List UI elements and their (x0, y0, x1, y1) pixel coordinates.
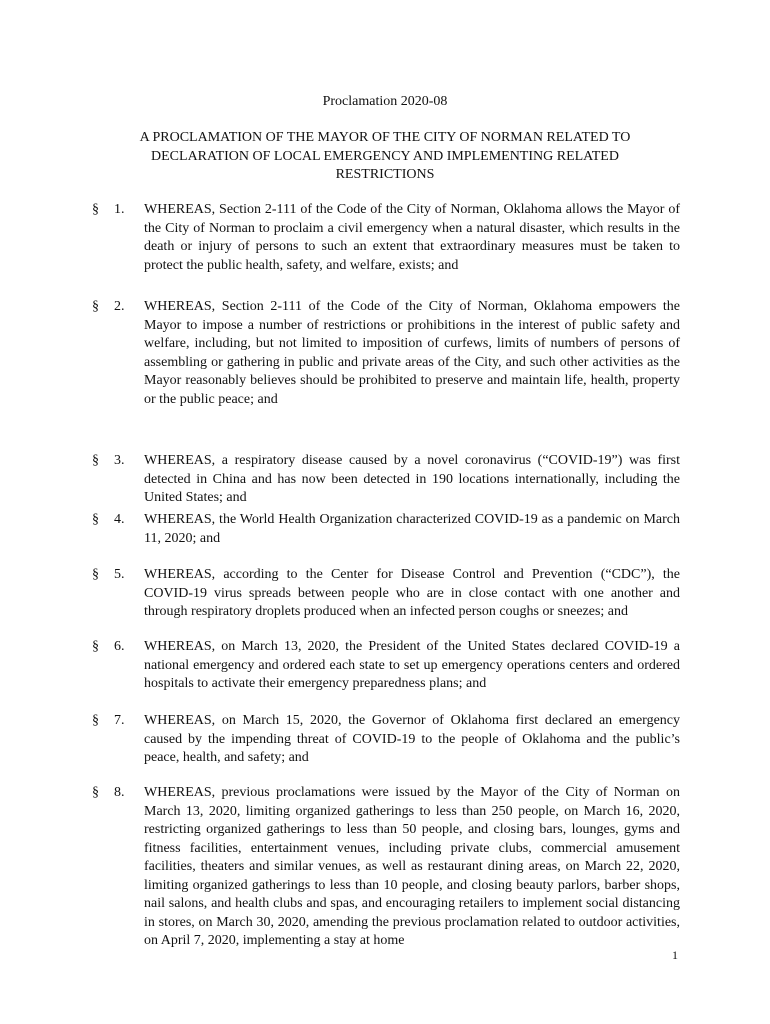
clause-text: WHEREAS, previous proclamations were issued by the Mayor of the City of Norman on March 13, 2020, limiting organized gatherings to less than 250 people, on March 16, 2020, restricting organized gatherings to less than 50 people, and closing bars, lounges, gyms and fitness facilities, entertainment venues, including private clubs, commercial amusement facilities, theaters and similar venues, as well as restaurant dining areas, on March 22, 2020, limiting organized gatherings to less than 10 people, and closing beauty parlors, barber shops, nail salons, and health clubs and spas, and encouraging retailers to implement social distancing in stores, on March 30, 2020, amending the previous proclamation related to outdoor activities, on April 7, 2020, implementing a stay at home (144, 785, 680, 948)
clause-number: 4. (114, 512, 125, 527)
section-symbol: § (92, 299, 99, 314)
clause-number: 7. (114, 713, 125, 728)
clause-list (0, 201, 770, 954)
clause-number: 2. (114, 299, 125, 314)
section-symbol: § (92, 453, 99, 468)
clause-text: WHEREAS, a respiratory disease caused by a novel coronavirus (“COVID-19”) was first detected in China and has now been detected in 190 locations internationally, including the United States; and (144, 453, 680, 505)
clause-number: 8. (114, 785, 125, 800)
page-number: 1 (672, 948, 678, 962)
clause-5 (0, 566, 770, 638)
clause-text: WHEREAS, Section 2-111 of the Code of the City of Norman, Oklahoma allows the Mayor of the City of Norman to proclaim a civil emergency when a natural disaster, which results in the death or injury of persons to such an extent that extraordinary measures must be taken to protect the public health, safety, and welfare, exists; and (144, 202, 680, 273)
section-symbol: § (92, 785, 99, 800)
clause-text: WHEREAS, on March 15, 2020, the Governor of Oklahoma first declared an emergency caused by the impending threat of COVID-19 to the people of Oklahoma and the public’s peace, health, and safety; and (144, 713, 680, 765)
clause-3 (0, 452, 770, 511)
clause-text: WHEREAS, the World Health Organization characterized COVID-19 as a pandemic on March 11, 2020; and (144, 512, 680, 546)
clause-6 (0, 638, 770, 712)
clause-8 (0, 784, 770, 954)
section-symbol: § (92, 713, 99, 728)
section-symbol: § (92, 512, 99, 527)
clause-text: WHEREAS, on March 13, 2020, the President of the United States declared COVID-19 a national emergency and ordered each state to set up emergency operations centers and ordered hospitals to activate their emergency preparedness plans; and (144, 639, 680, 691)
section-symbol: § (92, 202, 99, 217)
section-symbol: § (92, 639, 99, 654)
clause-2 (0, 298, 770, 452)
clause-4 (0, 511, 770, 566)
clause-text: WHEREAS, Section 2-111 of the Code of the City of Norman, Oklahoma empowers the Mayor to impose a number of restrictions or prohibitions in the interest of public safety and welfare, including, but not limited to imposition of curfews, limits of numbers of persons of assembling or gathering in public and private areas of the City, and such other activities as the Mayor reasonably believes should be prohibited to preserve and maintain life, health, property or the public peace; and (144, 299, 680, 407)
section-symbol: § (92, 567, 99, 582)
proclamation-heading: A PROCLAMATION OF THE MAYOR OF THE CITY OF NORMAN RELATED TO DECLARATION OF LOCAL EMERGENCY AND IMPLEMENTING RELATED RESTRICTIONS (139, 130, 631, 182)
clause-7 (0, 712, 770, 784)
clause-number: 5. (114, 567, 125, 582)
clause-1 (0, 201, 770, 298)
clause-number: 6. (114, 639, 125, 654)
proclamation-title: Proclamation 2020-08 (322, 94, 448, 109)
clause-number: 3. (114, 453, 125, 468)
clause-text: WHEREAS, according to the Center for Disease Control and Prevention (“CDC”), the COVID-19 virus spreads between people who are in close contact with one another and through respiratory droplets produced when an infected person coughs or sneezes; and (144, 567, 680, 619)
clause-number: 1. (114, 202, 125, 217)
